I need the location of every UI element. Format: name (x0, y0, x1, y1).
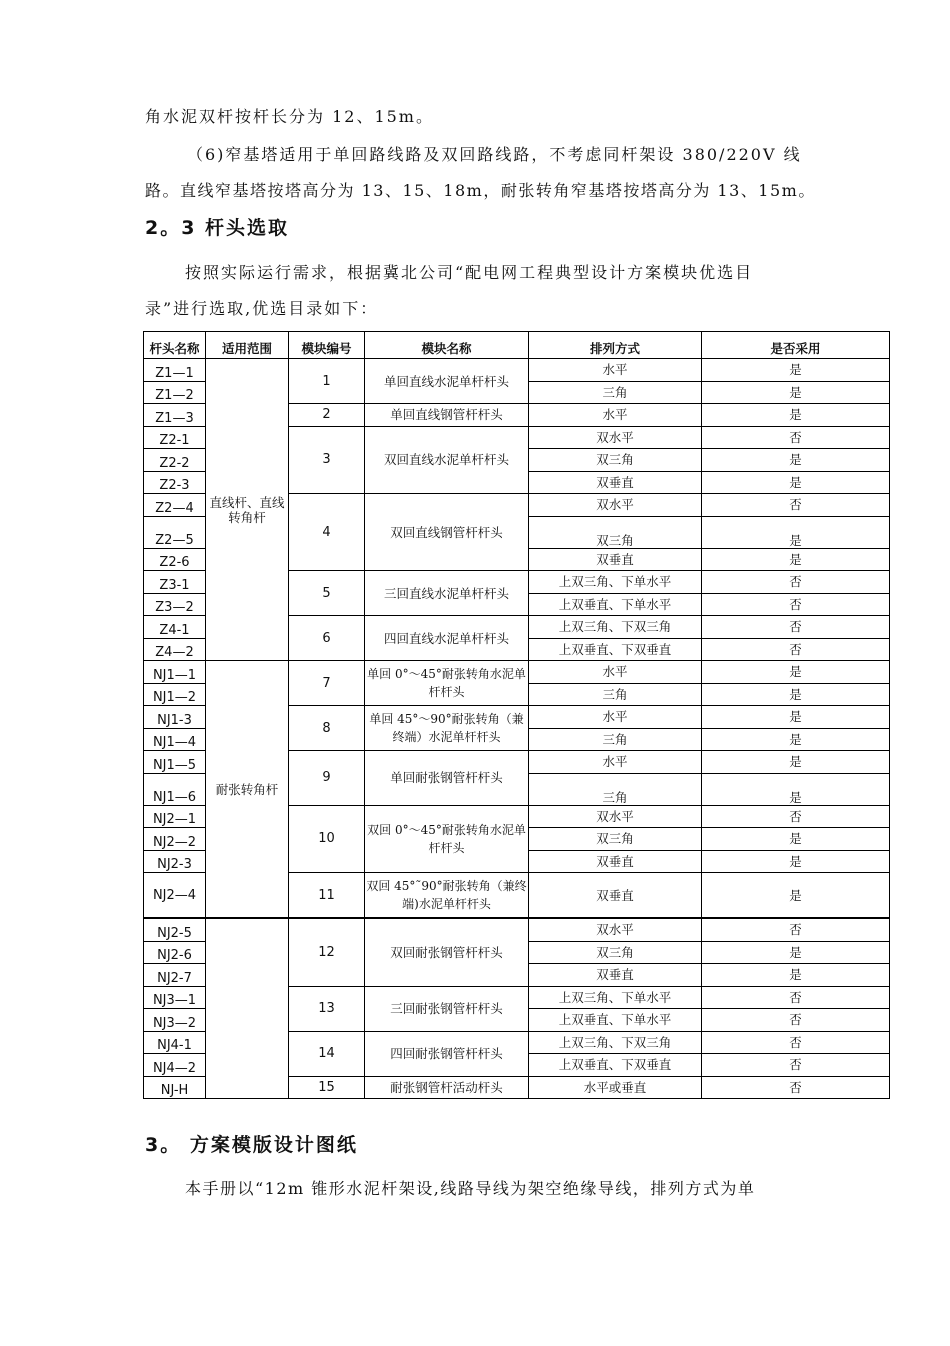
arrangement-cell: 双垂直 (529, 873, 702, 919)
header-scope: 适用范围 (206, 332, 289, 359)
module-no-cell: 13 (289, 986, 365, 1031)
arrangement-cell: 三角 (529, 683, 702, 706)
arrangement-cell: 双垂直 (529, 471, 702, 494)
arrangement-cell: 上双三角、下双三角 (529, 1031, 702, 1054)
head-name-cell: NJ1—5 (144, 751, 206, 774)
paragraph-intro-line1: 按照实际运行需求，根据冀北公司“配电网工程典型设计方案模块优选目 (185, 263, 754, 282)
module-no-cell: 11 (289, 873, 365, 919)
module-no-cell: 14 (289, 1031, 365, 1076)
arrangement-cell: 双水平 (529, 918, 702, 941)
adopted-cell: 否 (702, 593, 890, 616)
module-name-cell: 三回直线水泥单杆杆头 (365, 571, 529, 616)
head-name-cell: NJ2-6 (144, 941, 206, 964)
arrangement-cell: 水平 (529, 751, 702, 774)
adopted-cell: 否 (702, 1076, 890, 1099)
paragraph-closing: 本手册以“12m 锥形水泥杆架设,线路导线为架空绝缘导线，排列方式为单 (185, 1179, 756, 1198)
arrangement-cell: 三角 (529, 381, 702, 404)
module-name-cell: 双回 0°～45°耐张转角水泥单杆杆头 (365, 805, 529, 873)
adopted-cell: 否 (702, 805, 890, 828)
head-name-cell: Z2—4 (144, 494, 206, 517)
adopted-cell: 是 (702, 449, 890, 472)
adopted-cell: 否 (702, 638, 890, 661)
head-name-cell: NJ2-7 (144, 964, 206, 987)
module-no-cell: 12 (289, 918, 365, 986)
adopted-cell: 是 (702, 661, 890, 684)
arrangement-cell: 双垂直 (529, 964, 702, 987)
arrangement-cell: 水平 (529, 359, 702, 382)
head-name-cell: NJ4—2 (144, 1054, 206, 1077)
arrangement-cell: 双水平 (529, 426, 702, 449)
arrangement-cell: 双水平 (529, 805, 702, 828)
header-module-no: 模块编号 (289, 332, 365, 359)
arrangement-cell: 双垂直 (529, 548, 702, 571)
module-name-cell: 四回耐张钢管杆杆头 (365, 1031, 529, 1076)
adopted-cell: 否 (702, 1031, 890, 1054)
adopted-cell: 是 (702, 404, 890, 427)
adopted-cell: 是 (702, 773, 890, 805)
module-name-cell: 三回耐张钢管杆杆头 (365, 986, 529, 1031)
arrangement-cell: 上双垂直、下双垂直 (529, 1054, 702, 1077)
module-name-cell: 双回直线水泥单杆杆头 (365, 426, 529, 494)
arrangement-cell: 水平 (529, 706, 702, 729)
head-name-cell: Z2-3 (144, 471, 206, 494)
arrangement-cell: 上双三角、下双三角 (529, 616, 702, 639)
adopted-cell: 是 (702, 516, 890, 548)
module-name-cell: 单回 0°～45°耐张转角水泥单杆杆头 (365, 661, 529, 706)
head-name-cell: NJ-H (144, 1076, 206, 1099)
head-name-cell: Z2—5 (144, 516, 206, 548)
adopted-cell: 是 (702, 359, 890, 382)
module-no-cell: 7 (289, 661, 365, 706)
adopted-cell: 否 (702, 918, 890, 941)
module-no-cell: 9 (289, 751, 365, 806)
header-arrangement: 排列方式 (529, 332, 702, 359)
header-head-name: 杆头名称 (144, 332, 206, 359)
table-row (144, 359, 890, 382)
adopted-cell: 否 (702, 426, 890, 449)
adopted-cell: 是 (702, 828, 890, 851)
head-name-cell: NJ1—2 (144, 683, 206, 706)
head-name-cell: Z4-1 (144, 616, 206, 639)
module-name-cell: 四回直线水泥单杆杆头 (365, 616, 529, 661)
adopted-cell: 否 (702, 616, 890, 639)
table-row (144, 918, 890, 941)
arrangement-cell: 上双垂直、下单水平 (529, 593, 702, 616)
arrangement-cell: 双三角 (529, 516, 702, 548)
section-heading-3: 3。 方案模版设计图纸 (145, 1134, 358, 1156)
head-name-cell: Z4—2 (144, 638, 206, 661)
module-name-cell: 双回耐张钢管杆杆头 (365, 918, 529, 986)
adopted-cell: 是 (702, 706, 890, 729)
arrangement-cell: 三角 (529, 773, 702, 805)
adopted-cell: 是 (702, 381, 890, 404)
paragraph-continuation: 角水泥双杆按杆长分为 12、15m。 (145, 107, 434, 126)
adopted-cell: 是 (702, 471, 890, 494)
head-name-cell: Z1—1 (144, 359, 206, 382)
head-name-cell: NJ1—6 (144, 773, 206, 805)
head-name-cell: Z3-1 (144, 571, 206, 594)
head-name-cell: NJ1-3 (144, 706, 206, 729)
arrangement-cell: 双水平 (529, 494, 702, 517)
head-name-cell: Z2-2 (144, 449, 206, 472)
adopted-cell: 否 (702, 494, 890, 517)
module-name-cell: 单回耐张钢管杆杆头 (365, 751, 529, 806)
section-heading-2-3: 2。3 杆头选取 (145, 217, 290, 239)
adopted-cell: 是 (702, 964, 890, 987)
module-no-cell: 3 (289, 426, 365, 494)
module-no-cell: 5 (289, 571, 365, 616)
module-no-cell: 8 (289, 706, 365, 751)
module-no-cell: 1 (289, 359, 365, 404)
module-no-cell: 6 (289, 616, 365, 661)
module-name-cell: 双回 45°˜90°耐张转角（兼终端)水泥单杆杆头 (365, 873, 529, 919)
arrangement-cell: 双三角 (529, 941, 702, 964)
adopted-cell: 是 (702, 728, 890, 751)
adopted-cell: 否 (702, 571, 890, 594)
arrangement-cell: 上双三角、下单水平 (529, 986, 702, 1009)
head-name-cell: Z2-6 (144, 548, 206, 571)
head-name-cell: Z1—2 (144, 381, 206, 404)
scope-cell: 耐张转角杆 (206, 661, 289, 919)
head-name-cell: NJ2-5 (144, 918, 206, 941)
head-name-cell: NJ2—1 (144, 805, 206, 828)
module-name-cell: 耐张钢管杆活动杆头 (365, 1076, 529, 1099)
module-selection-table (143, 331, 890, 1099)
arrangement-cell: 上双三角、下单水平 (529, 571, 702, 594)
module-no-cell: 2 (289, 404, 365, 427)
module-no-cell: 10 (289, 805, 365, 873)
adopted-cell: 是 (702, 873, 890, 919)
arrangement-cell: 双三角 (529, 449, 702, 472)
head-name-cell: NJ3—2 (144, 1009, 206, 1032)
arrangement-cell: 水平 (529, 404, 702, 427)
paragraph-item-6-line2: 路。直线窄基塔按塔高分为 13、15、18m，耐张转角窄基塔按塔高分为 13、15m。 (145, 181, 816, 200)
paragraph-intro-line2: 录”进行选取,优选目录如下： (145, 299, 379, 318)
adopted-cell: 是 (702, 548, 890, 571)
adopted-cell: 是 (702, 751, 890, 774)
adopted-cell: 是 (702, 850, 890, 873)
head-name-cell: Z1—3 (144, 404, 206, 427)
table-header-row (144, 332, 890, 359)
adopted-cell: 是 (702, 941, 890, 964)
arrangement-cell: 上双垂直、下单水平 (529, 1009, 702, 1032)
adopted-cell: 是 (702, 683, 890, 706)
header-adopted: 是否采用 (702, 332, 890, 359)
module-name-cell: 单回直线水泥单杆杆头 (365, 359, 529, 404)
paragraph-item-6-line1: （6)窄基塔适用于单回路线路及双回路线路，不考虑同杆架设 380/220V 线 (187, 145, 802, 164)
head-name-cell: NJ2—4 (144, 873, 206, 919)
head-name-cell: Z3—2 (144, 593, 206, 616)
arrangement-cell: 双三角 (529, 828, 702, 851)
header-module-name: 模块名称 (365, 332, 529, 359)
adopted-cell: 否 (702, 1009, 890, 1032)
head-name-cell: NJ2-3 (144, 850, 206, 873)
arrangement-cell: 上双垂直、下双垂直 (529, 638, 702, 661)
head-name-cell: NJ1—4 (144, 728, 206, 751)
table-row (144, 661, 890, 684)
adopted-cell: 否 (702, 1054, 890, 1077)
arrangement-cell: 水平 (529, 661, 702, 684)
module-no-cell: 15 (289, 1076, 365, 1099)
head-name-cell: NJ1—1 (144, 661, 206, 684)
scope-cell (206, 918, 289, 1099)
arrangement-cell: 三角 (529, 728, 702, 751)
module-name-cell: 双回直线钢管杆杆头 (365, 494, 529, 571)
scope-cell: 直线杆、直线转角杆 (206, 359, 289, 661)
module-no-cell: 4 (289, 494, 365, 571)
head-name-cell: NJ3—1 (144, 986, 206, 1009)
arrangement-cell: 水平或垂直 (529, 1076, 702, 1099)
head-name-cell: NJ2—2 (144, 828, 206, 851)
adopted-cell: 否 (702, 986, 890, 1009)
module-name-cell: 单回 45°～90°耐张转角（兼终端）水泥单杆杆头 (365, 706, 529, 751)
head-name-cell: NJ4-1 (144, 1031, 206, 1054)
arrangement-cell: 双垂直 (529, 850, 702, 873)
head-name-cell: Z2-1 (144, 426, 206, 449)
module-name-cell: 单回直线钢管杆杆头 (365, 404, 529, 427)
